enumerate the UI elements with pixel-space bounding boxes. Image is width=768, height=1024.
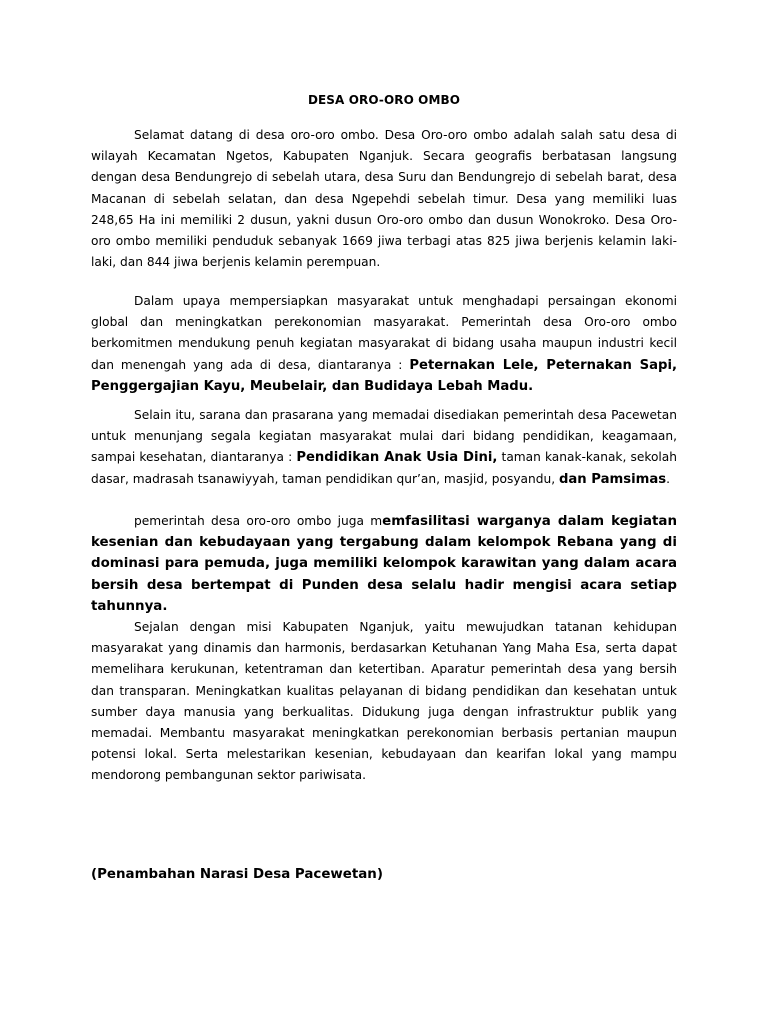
- paragraph-culture-bold: emfasilitasi warganya dalam kegiatan kesenian dan kebudayaan yang tergabung dalam kelompok Rebana yang di dominasi para pemuda, juga memiliki kelompok karawitan yang dalam acara bersih desa bertempat di Punden desa selalu hadir mengisi acara setiap tahunnya.: [91, 514, 677, 614]
- paragraph-facilities-bold-1: Pendidikan Anak Usia Dini,: [296, 450, 498, 466]
- paragraph-facilities: [91, 405, 677, 490]
- paragraph-economy-bold: Peternakan Lele, Peternakan Sapi, Penggergajian Kayu, Meubelair, dan Budidaya Lebah Madu.: [91, 357, 677, 394]
- paragraph-intro: [91, 125, 677, 273]
- paragraph-intro-text: Selamat datang di desa oro-oro ombo. Desa Oro-oro ombo adalah salah satu desa di wilayah Kecamatan Ngetos, Kabupaten Nganjuk. Secara geografis berbatasan langsung dengan desa Bendungrejo di sebelah utara, desa Suru dan Bendungrejo di sebelah barat, desa Macanan di sebelah selatan, dan desa Ngepehdi sebelah timur. Desa yang memiliki luas 248,65 Ha ini memiliki 2 dusun, yakni dusun Oro-oro ombo dan dusun Wonokroko. Desa Oro-oro ombo memiliki penduduk sebanyak 1669 jiwa terbagi atas 825 jiwa berjenis kelamin laki-laki, dan 844 jiwa berjenis kelamin perempuan.: [91, 128, 677, 270]
- paragraph-facilities-bold-2: dan Pamsimas: [558, 471, 667, 487]
- paragraph-facilities-text-1: Selain itu, sarana dan prasarana yang memadai disediakan pemerintah desa Pacewetan untuk menunjang segala kegiatan masyarakat mulai dari bidang pendidikan, keagamaan, sampai kesehatan, diantaranya :: [91, 408, 677, 465]
- paragraph-mission-text: Sejalan dengan misi Kabupaten Nganjuk, yaitu mewujudkan tatanan kehidupan masyarakat yang dinamis dan harmonis, berdasarkan Ketuhanan Yang Maha Esa, serta dapat memelihara kerukunan, ketentraman dan ketertiban. Aparatur pemerintah desa yang bersih dan transparan. Meningkatkan kualitas pelayanan di bidang pendidikan dan kesehatan untuk sumber daya manusia yang berkualitas. Didukung juga dengan infrastruktur publik yang memadai. Membantu masyarakat meningkatkan perekonomian berbasis pertanian maupun potensi lokal. Serta melestarikan kesenian, kebudayaan dan kearifan lokal yang mampu mendorong pembangunan sektor pariwisata.: [91, 620, 677, 783]
- paragraph-culture: [91, 511, 677, 617]
- document-footer-note: (Penambahan Narasi Desa Pacewetan): [91, 867, 383, 882]
- paragraph-mission: [91, 617, 677, 787]
- paragraph-economy-text: Dalam upaya mempersiapkan masyarakat untuk menghadapi persaingan ekonomi global dan meningkatkan perekonomian masyarakat. Pemerintah desa Oro-oro ombo berkomitmen mendukung penuh kegiatan masyarakat di bidang usaha maupun industri kecil dan menengah yang ada di desa, diantaranya :: [91, 294, 677, 372]
- document-title: DESA ORO-ORO OMBO: [307, 93, 461, 107]
- paragraph-culture-text: pemerintah desa oro-oro ombo juga m: [134, 514, 383, 528]
- paragraph-economy: [91, 291, 677, 397]
- paragraph-facilities-text-2: taman kanak-kanak, sekolah dasar, madrasah tsanawiyyah, taman pendidikan qur’an, masjid, posyandu,: [91, 450, 677, 486]
- paragraph-facilities-text-3: .: [666, 471, 670, 486]
